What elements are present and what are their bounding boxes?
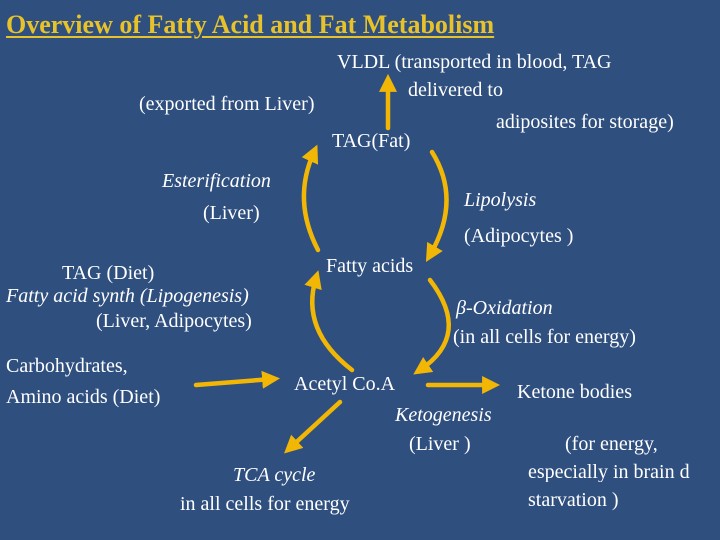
ketone-use-line3: starvation ) [528,489,619,511]
esterification-label: Esterification [162,170,271,192]
ketogenesis-label: Ketogenesis [395,404,492,426]
amino-acids-label: Amino acids (Diet) [6,386,161,408]
beta-oxidation-arrow [420,280,449,370]
esterification-arrow [304,152,318,250]
esterification-location: (Liver) [203,202,260,224]
lipogenesis-arrow [312,278,352,370]
ketone-bodies-node: Ketone bodies [517,381,632,403]
fatty-acid-synth-location: (Liver, Adipocytes) [96,310,252,332]
tca-arrow [290,402,340,448]
vldl-label-line2: delivered to [408,79,503,101]
tca-cycle-location: in all cells for energy [180,493,350,515]
beta-oxidation-label: β-Oxidation [456,297,553,319]
fatty-acid-synth-label: Fatty acid synth (Lipogenesis) [6,285,249,307]
beta-oxidation-location: (in all cells for energy) [453,326,636,348]
vldl-label-line1: VLDL (transported in blood, TAG [337,51,612,73]
ketone-use-line1: (for energy, [565,433,658,455]
carbohydrates-label: Carbohydrates, [6,355,128,377]
ketone-use-line2: especially in brain d [528,462,690,482]
page-title: Overview of Fatty Acid and Fat Metabolism [6,10,495,39]
acetyl-coa-node: Acetyl Co.A [294,373,396,395]
fatty-acids-node: Fatty acids [326,255,414,277]
tag-fat-node: TAG(Fat) [332,130,411,152]
exported-label: (exported from Liver) [139,93,315,115]
carbs-to-acetyl-arrow [196,379,272,385]
lipolysis-arrow [430,152,447,255]
tca-cycle-label: TCA cycle [233,464,316,486]
vldl-label-line3: adiposites for storage) [496,111,674,133]
ketogenesis-location: (Liver ) [409,433,471,455]
tag-diet-label: TAG (Diet) [62,262,155,284]
lipolysis-location: (Adipocytes ) [464,225,574,247]
lipolysis-label: Lipolysis [464,189,537,211]
